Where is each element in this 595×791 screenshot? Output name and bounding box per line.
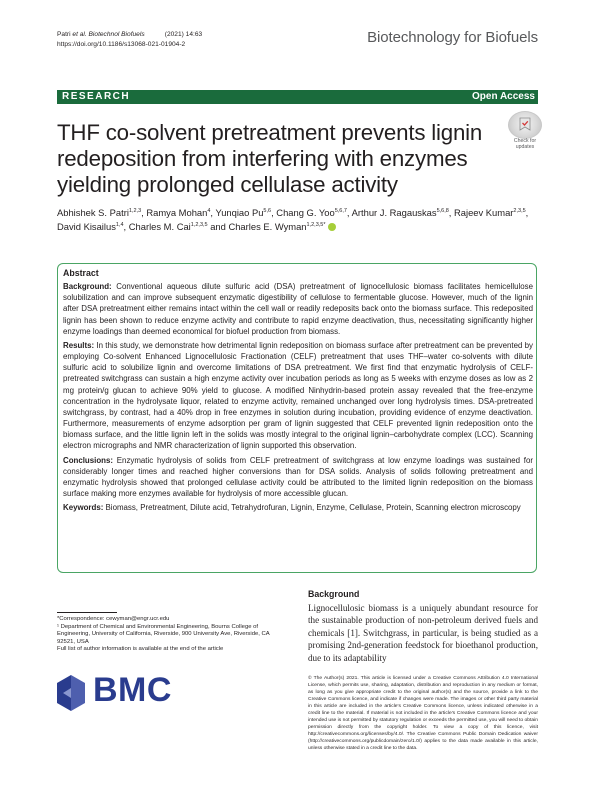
conclusions-label: Conclusions: xyxy=(63,455,113,465)
author-name-text: Chang G. Yoo xyxy=(276,207,335,218)
author-name[interactable] xyxy=(57,221,124,232)
author-name[interactable] xyxy=(57,207,141,218)
background-body: Lignocellulosic biomass is a uniquely abundant resource for the sustainable production of non-petroleum derived fuels and chemicals [1]. Switchgrass, in particular, is being studied as a promising 2nd-generation feedstock for bioethanol production, due to its adaptability xyxy=(308,603,538,663)
abstract-conclusions xyxy=(63,455,533,500)
abstract xyxy=(63,268,533,516)
open-access-label: Open Access xyxy=(472,91,535,102)
author-name-text: Arthur J. Ragauskas xyxy=(351,207,437,218)
correspondence-email[interactable]: *Correspondence: cewyman@engr.ucr.edu xyxy=(57,616,170,622)
abstract-background xyxy=(63,281,533,337)
conclusions-text: Enzymatic hydrolysis of solids from CELF pretreatment of switchgrass at low enzyme loadings was sustained for considerably longer times and reached higher conversions than for DSA solids. Analysis of solids following pretreatment and enzymatic hydrolysis showed that prolonged cellulase activity could be attributed to the limited lignin redeposition on the biomass surface making more enzymes available for hydrolysis of more accessible glucan. xyxy=(63,455,533,498)
author-name-text: Charles M. Cai xyxy=(128,221,191,232)
citation-year: (2021) 14:63 xyxy=(164,31,203,38)
background-label: Background: xyxy=(63,282,112,292)
license-text: © The Author(s) 2021. This article is licensed under a Creative Commons Attribution 4.0 International License, which permits use, sharing, adaptation, distribution and reproduction in any medium or format, as long as you give appropriate credit to the original author(s) and the source, provide a link to the Creative Commons licence, and indicate if changes were made. The images or other third party material in this article are included in the article's Creative Commons licence, unless indicated otherwise in a credit line to the material. If material is not included in the article's Creative Commons licence and your intended use is not permitted by statutory regulation or exceeds the permitted use, you will need to obtain permission directly from the copyright holder. To view a copy of this licence, visit http://creativecommons.org/licenses/by/4.0/. The Creative Commons Public Domain Dedication waiver (http://creativecommons.org/publicdomain/zero/1.0/) applies to the data made available in this article, unless otherwise stated in a credit line to the data. xyxy=(308,676,539,752)
journal-name: Biotechnology for Biofuels xyxy=(367,29,538,46)
citation-author: Patri xyxy=(57,31,71,38)
author-affiliation-numbers: 1,2,3,5 xyxy=(190,221,208,228)
footnote-divider xyxy=(57,612,117,613)
keywords-label: Keywords: xyxy=(63,503,104,513)
author-affiliation-numbers: 1,4 xyxy=(115,221,124,228)
author-name[interactable] xyxy=(454,207,526,218)
author-affiliation-numbers: 5,6 xyxy=(263,207,272,214)
bmc-logo-text: BMC xyxy=(93,671,172,709)
author-name[interactable] xyxy=(228,221,325,232)
background-heading: Background xyxy=(308,589,360,599)
author-affiliation-numbers: 1,2,3,5* xyxy=(306,221,326,228)
affiliation-note: ¹ Department of Chemical and Environmental Engineering, Bourns College of Engineering, University of California, Riverside, 900 University Ave, Riverside, CA 92521, USA xyxy=(57,623,270,645)
footnotes xyxy=(57,616,282,654)
author-name[interactable] xyxy=(276,207,347,218)
author-name[interactable] xyxy=(129,221,208,232)
author-name-text: Charles E. Wyman xyxy=(228,221,307,232)
bookmark-check-icon xyxy=(518,117,532,131)
orcid-icon[interactable] xyxy=(328,223,336,231)
author-info-note: Full list of author information is available at the end of the article xyxy=(57,646,224,653)
author-affiliation-numbers: 5,6,8 xyxy=(436,207,449,214)
abstract-keywords xyxy=(63,502,533,513)
article-title: THF co-solvent pretreatment prevents lignin redeposition from interfering with enzymes yielding prolonged cellulase activity xyxy=(57,120,483,197)
citation-journal: et al. Biotechnol Biofuels xyxy=(72,31,145,38)
abstract-heading: Abstract xyxy=(63,268,99,278)
check-for-updates-button[interactable] xyxy=(508,111,542,139)
check-for-updates-label: Check for updates xyxy=(513,138,537,150)
abstract-results xyxy=(63,340,533,452)
author-name[interactable] xyxy=(352,207,449,218)
author-name-text: Yunqiao Pu xyxy=(215,207,264,218)
doi-link[interactable]: https://doi.org/10.1186/s13068-021-01904-2 xyxy=(57,40,186,48)
background-text: Conventional aqueous dilute sulfuric acid (DSA) pretreatment of lignocellulosic biomass facilitates hemicellulose solubilization and can improve subsequent enzymatic digestibility of cellulose to fermentable glucose. However, much of the lignin after DSA pretreatment either remains intact within the cell wall or readily redeposits back onto the biomass surface. This redeposited lignin has been shown to reduce enzyme activity and contribute to rapid enzyme deactivation, thus, necessitating significantly higher enzyme loadings than deemed economical for biofuel production from biomass. xyxy=(63,282,533,336)
citation-header xyxy=(57,30,202,49)
author-name-text: Abhishek S. Patri xyxy=(57,207,129,218)
author-name[interactable] xyxy=(215,207,271,218)
author-affiliation-numbers: 2,3,5 xyxy=(513,207,526,214)
results-text: In this study, we demonstrate how detrimental lignin redeposition on biomass surface after pretreatment can be prevented by employing Co-solvent Enhanced Lignocellulosic Fractionation (CELF) pretreatment that uses THF–water co-solvents with dilute sulfuric acid to solubilize lignin and overcome limitations of DSA pretreatment. We first find that enzymatic hydrolysis of CELF-pretreated switchgrass can sustain a high enzyme activity over incubation periods as long as 5 weeks with enzyme doses as low as 2 mg protein/g glucan to achieve 90% yield to glucose. A modified Ninhydrin-based protein assay revealed that the free-enzyme concentration in the hydrolysate liquor, related to enzyme activity, remained unchanged over long hydrolysis times. DSA-pretreated switchgrass, by contrast, had a 40% drop in free enzymes in solution during incubation, providing evidence of enzyme deactivation. Furthermore, measurements of enzyme adsorption per gram of lignin suggested that CELF prevented lignin redeposition onto the biomass surface, and the little lignin left in the solids was mostly integral to the original lignin–carbohydrate complex (LCC). Scanning electron micrographs and NMR characterization of lignin supported this observation. xyxy=(63,340,533,451)
author-name[interactable] xyxy=(146,207,210,218)
author-name-text: Rajeev Kumar xyxy=(454,207,514,218)
results-label: Results: xyxy=(63,340,95,350)
article-type-label: RESEARCH xyxy=(62,91,131,102)
author-affiliation-numbers: 4 xyxy=(207,207,211,214)
author-name-text: David Kisailus xyxy=(57,221,116,232)
author-name-text: Ramya Mohan xyxy=(146,207,208,218)
author-affiliation-numbers: 1,2,3 xyxy=(128,207,142,214)
keywords-text: Biomass, Pretreatment, Dilute acid, Tetrahydrofuran, Lignin, Enzyme, Cellulase, Protein, Scanning electron microscopy xyxy=(105,503,521,513)
author-list: Abhishek S. Patri$^{1,2,3}$, Ramya Mohan$^4$, Yunqiao Pu$^{5,6}$, Chang G. Yoo$^{5,6,7}$, Arthur J. Ragauskas$^{5,6,8}$, Rajeev Kumar$^{2,3,5}$, David Kisailus$^{1,4}$, Charles M. Cai$^{1,2,3,5}$ and Charles E. Wyman$^{1,2,3,5*}$ xyxy=(57,207,529,232)
author-affiliation-numbers: 5,6,7 xyxy=(334,207,347,214)
